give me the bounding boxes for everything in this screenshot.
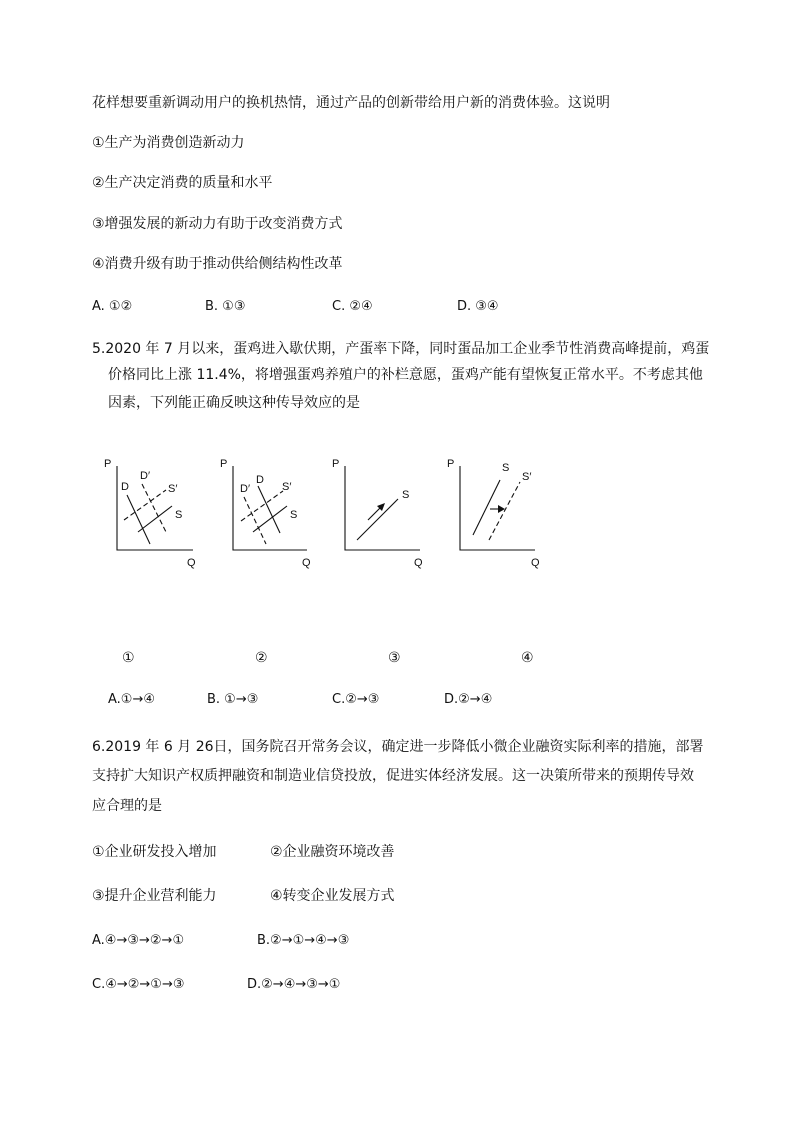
- q5-option-a: A.①→④: [108, 692, 155, 707]
- graph-4-q-label: Q: [531, 557, 540, 569]
- graph-3-p-label: P: [332, 458, 340, 470]
- graph-2-demand-shift-line: [244, 497, 266, 544]
- graph-1-p-label: P: [104, 458, 112, 470]
- graph-3-q-label: Q: [414, 557, 423, 569]
- q5-option-d: D.②→④: [444, 692, 493, 707]
- graph-1-demand-shift-line: [142, 484, 166, 532]
- q4-option-b: B. ①③: [205, 299, 246, 314]
- graph-3-supply-line: [357, 499, 398, 540]
- q6-item-1: ①企业研发投入增加: [92, 844, 217, 860]
- graph-2-label-d: D: [256, 474, 264, 486]
- q4-option-d: D. ③④: [457, 299, 499, 314]
- graph-2-label-d-prime: D′: [240, 483, 251, 495]
- q6-stem-line-3: 应合理的是: [92, 798, 162, 814]
- graph-3-label-s: S: [402, 489, 410, 501]
- q4-item-2: ②生产决定消费的质量和水平: [92, 175, 273, 191]
- graph-1-label-s-prime: S′: [168, 483, 178, 495]
- graph-1-demand-line: [127, 495, 150, 544]
- graph-2-number: ②: [255, 650, 268, 666]
- q4-option-c: C. ②④: [332, 299, 373, 314]
- q6-option-c: C.④→②→①→③: [92, 977, 185, 992]
- q4-item-1: ①生产为消费创造新动力: [92, 135, 245, 151]
- graph-1: [104, 458, 196, 569]
- q6-item-4: ④转变企业发展方式: [270, 888, 395, 904]
- graph-3-number: ③: [388, 650, 401, 666]
- graph-4-p-label: P: [447, 458, 455, 470]
- graph-2-axes: [233, 466, 307, 550]
- graph-1-number: ①: [122, 650, 135, 666]
- graph-2-label-s: S: [290, 509, 298, 521]
- graph-4-arrowhead: [498, 505, 505, 513]
- q5-stem-line-2: 价格同比上涨 11.4%，将增强蛋鸡养殖户的补栏意愿，蛋鸡产能有望恢复正常水平。不考虑其他: [108, 367, 703, 383]
- graph-2-label-s-prime: S′: [282, 481, 292, 493]
- q6-item-2: ②企业融资环境改善: [270, 844, 395, 860]
- q6-option-b: B.②→①→④→③: [257, 933, 350, 948]
- q6-option-a: A.④→③→②→①: [92, 933, 185, 948]
- q5-stem-line-3: 因素，下列能正确反映这种传导效应的是: [108, 395, 360, 411]
- q4-stem: 花样想要重新调动用户的换机热情，通过产品的创新带给用户新的消费体验。这说明: [92, 95, 610, 111]
- graph-2-supply-line: [253, 506, 287, 532]
- q6-stem-line-1: 6.2019 年 6 月 26日，国务院召开常务会议，确定进一步降低小微企业融资实际利率的措施，部署: [92, 739, 704, 755]
- q4-option-a: A. ①②: [92, 299, 133, 314]
- graph-2: [220, 458, 311, 569]
- graph-1-axes: [117, 466, 193, 550]
- q5-option-b: B. ①→③: [207, 692, 259, 707]
- graph-1-label-s: S: [175, 509, 183, 521]
- graph-4-label-s-prime: S′: [522, 471, 532, 483]
- q4-item-3: ③增强发展的新动力有助于改变消费方式: [92, 216, 343, 232]
- graph-4-label-s: S: [502, 462, 510, 474]
- graph-2-q-label: Q: [302, 557, 311, 569]
- graph-4-supply-line: [473, 480, 500, 535]
- graph-1-label-d: D: [121, 481, 129, 493]
- graph-4-supply-shift-line: [489, 482, 520, 540]
- q6-stem-line-2: 支持扩大知识产权质押融资和制造业信贷投放，促进实体经济发展。这一决策所带来的预期传导效: [92, 768, 694, 784]
- q4-item-4: ④消费升级有助于推动供给侧结构性改革: [92, 256, 343, 272]
- graph-1-q-label: Q: [187, 557, 196, 569]
- q5-stem-line-1: 5.2020 年 7 月以来，蛋鸡进入歇伏期，产蛋率下降，同时蛋品加工企业季节性消费高峰提前，鸡蛋: [92, 341, 710, 357]
- supply-demand-graphs: [0, 450, 794, 590]
- q6-option-d: D.②→④→③→①: [247, 977, 341, 992]
- q5-option-c: C.②→③: [332, 692, 380, 707]
- graph-2-p-label: P: [220, 458, 228, 470]
- graph-4-number: ④: [521, 650, 534, 666]
- graph-4: [447, 458, 540, 569]
- graph-1-label-d-prime: D′: [140, 470, 151, 482]
- q6-item-3: ③提升企业营利能力: [92, 888, 217, 904]
- graph-3: [332, 458, 423, 569]
